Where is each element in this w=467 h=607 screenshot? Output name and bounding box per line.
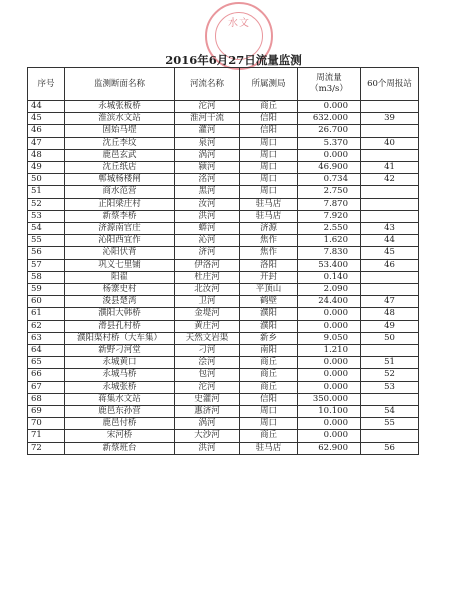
table-row	[28, 210, 419, 222]
cell-river: 蟒河	[175, 223, 240, 235]
cell-bureau: 濮阳	[240, 308, 298, 320]
table-row	[28, 149, 419, 161]
cell-river: 淮河干流	[175, 113, 240, 125]
cell-bureau: 济源	[240, 223, 298, 235]
cell-station60: 44	[361, 235, 419, 247]
cell-bureau: 商丘	[240, 430, 298, 442]
cell-station60: 47	[361, 296, 419, 308]
cell-flow: 53.400	[298, 259, 361, 271]
cell-river: 洪河	[175, 210, 240, 222]
cell-section: 商水范营	[65, 186, 175, 198]
cell-station60: 42	[361, 174, 419, 186]
cell-flow: 46.900	[298, 162, 361, 174]
cell-section: 沁阳伏背	[65, 247, 175, 259]
cell-index: 67	[28, 381, 65, 393]
table-row	[28, 442, 419, 454]
cell-index: 48	[28, 149, 65, 161]
cell-bureau: 开封	[240, 271, 298, 283]
cell-flow: 0.734	[298, 174, 361, 186]
cell-station60	[361, 393, 419, 405]
cell-section: 永城马桥	[65, 369, 175, 381]
cell-bureau: 商丘	[240, 357, 298, 369]
cell-station60: 49	[361, 320, 419, 332]
table-row	[28, 259, 419, 271]
table-row	[28, 198, 419, 210]
cell-river: 金堤河	[175, 308, 240, 320]
cell-index: 69	[28, 406, 65, 418]
cell-bureau: 周口	[240, 137, 298, 149]
cell-station60: 53	[361, 381, 419, 393]
cell-index: 49	[28, 162, 65, 174]
cell-station60	[361, 186, 419, 198]
cell-station60: 48	[361, 308, 419, 320]
table-row	[28, 345, 419, 357]
table-row	[28, 223, 419, 235]
cell-index: 53	[28, 210, 65, 222]
cell-flow: 0.140	[298, 271, 361, 283]
cell-station60: 52	[361, 369, 419, 381]
cell-section: 滑县孔村桥	[65, 320, 175, 332]
cell-bureau: 平顶山	[240, 284, 298, 296]
cell-index: 46	[28, 125, 65, 137]
cell-section: 杨寨史村	[65, 284, 175, 296]
cell-flow: 0.000	[298, 418, 361, 430]
table-row	[28, 235, 419, 247]
cell-river: 卫河	[175, 296, 240, 308]
cell-flow: 7.920	[298, 210, 361, 222]
cell-index: 64	[28, 345, 65, 357]
cell-section: 濮阳渠村桥（大车集）	[65, 332, 175, 344]
cell-section: 沈丘纸店	[65, 162, 175, 174]
cell-flow: 0.000	[298, 101, 361, 113]
cell-flow: 62.900	[298, 442, 361, 454]
cell-river: 沁河	[175, 235, 240, 247]
cell-index: 60	[28, 296, 65, 308]
table-header-row	[28, 68, 419, 101]
cell-index: 45	[28, 113, 65, 125]
cell-river: 颍河	[175, 162, 240, 174]
cell-section: 新野刁河堂	[65, 345, 175, 357]
cell-river: 沱河	[175, 101, 240, 113]
flow-monitoring-table	[27, 67, 419, 455]
cell-bureau: 南阳	[240, 345, 298, 357]
table-row	[28, 393, 419, 405]
table-body	[28, 101, 419, 455]
cell-bureau: 濮阳	[240, 320, 298, 332]
cell-river: 泉河	[175, 137, 240, 149]
cell-index: 58	[28, 271, 65, 283]
cell-station60	[361, 101, 419, 113]
table-row	[28, 186, 419, 198]
cell-index: 50	[28, 174, 65, 186]
cell-index: 57	[28, 259, 65, 271]
cell-river: 杜庄河	[175, 271, 240, 283]
cell-station60: 46	[361, 259, 419, 271]
cell-bureau: 鹤壁	[240, 296, 298, 308]
cell-index: 63	[28, 332, 65, 344]
header-bureau: 所属测局	[240, 68, 298, 101]
cell-river: 惠济河	[175, 406, 240, 418]
cell-section: 永城张板桥	[65, 101, 175, 113]
cell-station60	[361, 271, 419, 283]
cell-index: 72	[28, 442, 65, 454]
cell-bureau: 周口	[240, 186, 298, 198]
cell-bureau: 商丘	[240, 369, 298, 381]
header-river: 河流名称	[175, 68, 240, 101]
table-row	[28, 369, 419, 381]
table-row	[28, 430, 419, 442]
cell-flow: 7.870	[298, 198, 361, 210]
header-section: 监测断面名称	[65, 68, 175, 101]
header-flow-unit: （m3/s）	[310, 84, 348, 94]
cell-river: 汝河	[175, 198, 240, 210]
cell-station60	[361, 149, 419, 161]
table-row	[28, 357, 419, 369]
page-title: 2016年6月27日流量监测	[165, 53, 302, 67]
cell-section: 淮滨水文站	[65, 113, 175, 125]
cell-index: 71	[28, 430, 65, 442]
cell-section: 鹿邑付桥	[65, 418, 175, 430]
cell-bureau: 周口	[240, 418, 298, 430]
cell-section: 宋河桥	[65, 430, 175, 442]
cell-section: 固始马堽	[65, 125, 175, 137]
cell-section: 新蔡班台	[65, 442, 175, 454]
cell-station60	[361, 430, 419, 442]
table-row	[28, 406, 419, 418]
cell-bureau: 焦作	[240, 235, 298, 247]
cell-flow: 2.750	[298, 186, 361, 198]
cell-section: 巩义七里铺	[65, 259, 175, 271]
cell-bureau: 新乡	[240, 332, 298, 344]
cell-river: 包河	[175, 369, 240, 381]
header-index: 序号	[28, 68, 65, 101]
header-station60: 60个周报站	[361, 68, 419, 101]
cell-section: 鹿邑玄武	[65, 149, 175, 161]
cell-river: 天然文岩渠	[175, 332, 240, 344]
header-flow	[298, 68, 361, 101]
table-row	[28, 174, 419, 186]
cell-bureau: 驻马店	[240, 210, 298, 222]
table-row	[28, 320, 419, 332]
cell-station60: 50	[361, 332, 419, 344]
cell-index: 51	[28, 186, 65, 198]
cell-river: 涡河	[175, 418, 240, 430]
cell-station60	[361, 198, 419, 210]
cell-flow: 7.830	[298, 247, 361, 259]
cell-bureau: 周口	[240, 406, 298, 418]
table-row	[28, 271, 419, 283]
cell-bureau: 周口	[240, 174, 298, 186]
cell-section: 阳翟	[65, 271, 175, 283]
cell-section: 济源南官庄	[65, 223, 175, 235]
seal-text: 水文	[228, 18, 250, 29]
cell-section: 濮阳大韩桥	[65, 308, 175, 320]
cell-index: 68	[28, 393, 65, 405]
cell-river: 黑河	[175, 186, 240, 198]
cell-station60: 56	[361, 442, 419, 454]
cell-index: 55	[28, 235, 65, 247]
cell-bureau: 洛阳	[240, 259, 298, 271]
cell-section: 永城张桥	[65, 381, 175, 393]
cell-river: 沱河	[175, 381, 240, 393]
cell-section: 正阳梁庄村	[65, 198, 175, 210]
header-flow-label: 周流量	[316, 73, 342, 83]
cell-flow: 0.000	[298, 369, 361, 381]
cell-index: 44	[28, 101, 65, 113]
table-row	[28, 101, 419, 113]
cell-bureau: 商丘	[240, 381, 298, 393]
cell-index: 54	[28, 223, 65, 235]
cell-index: 59	[28, 284, 65, 296]
cell-station60: 51	[361, 357, 419, 369]
cell-river: 洪河	[175, 442, 240, 454]
cell-section: 沈丘李坟	[65, 137, 175, 149]
table-row	[28, 332, 419, 344]
cell-flow: 350.000	[298, 393, 361, 405]
cell-station60	[361, 125, 419, 137]
cell-bureau: 信阳	[240, 113, 298, 125]
cell-river: 黄庄河	[175, 320, 240, 332]
cell-index: 47	[28, 137, 65, 149]
cell-bureau: 周口	[240, 149, 298, 161]
cell-station60: 54	[361, 406, 419, 418]
cell-bureau: 信阳	[240, 125, 298, 137]
table-row	[28, 381, 419, 393]
cell-station60: 43	[361, 223, 419, 235]
cell-station60: 45	[361, 247, 419, 259]
table-row	[28, 162, 419, 174]
cell-flow: 2.090	[298, 284, 361, 296]
cell-section: 永城黄口	[65, 357, 175, 369]
cell-flow: 9.050	[298, 332, 361, 344]
cell-index: 65	[28, 357, 65, 369]
cell-bureau: 焦作	[240, 247, 298, 259]
cell-station60	[361, 284, 419, 296]
table-row	[28, 125, 419, 137]
cell-station60: 39	[361, 113, 419, 125]
cell-station60: 40	[361, 137, 419, 149]
cell-river: 涡河	[175, 149, 240, 161]
table-row	[28, 296, 419, 308]
cell-index: 70	[28, 418, 65, 430]
cell-river: 北汝河	[175, 284, 240, 296]
cell-section: 新蔡李桥	[65, 210, 175, 222]
cell-index: 62	[28, 320, 65, 332]
cell-section: 浚县楚湾	[65, 296, 175, 308]
cell-flow: 5.370	[298, 137, 361, 149]
cell-river: 伊洛河	[175, 259, 240, 271]
cell-flow: 0.000	[298, 430, 361, 442]
cell-flow: 0.000	[298, 320, 361, 332]
cell-section: 蒋集水文站	[65, 393, 175, 405]
cell-index: 61	[28, 308, 65, 320]
cell-station60	[361, 210, 419, 222]
cell-flow: 632.000	[298, 113, 361, 125]
table-row	[28, 137, 419, 149]
table-row	[28, 113, 419, 125]
cell-river: 浍河	[175, 357, 240, 369]
table-row	[28, 418, 419, 430]
cell-river: 洺河	[175, 174, 240, 186]
cell-flow: 0.000	[298, 149, 361, 161]
cell-station60	[361, 345, 419, 357]
cell-river: 大沙河	[175, 430, 240, 442]
cell-bureau: 驻马店	[240, 198, 298, 210]
cell-section: 郸城杨楼闸	[65, 174, 175, 186]
cell-index: 66	[28, 369, 65, 381]
cell-river: 史灌河	[175, 393, 240, 405]
cell-flow: 0.000	[298, 308, 361, 320]
cell-station60: 55	[361, 418, 419, 430]
cell-flow: 10.100	[298, 406, 361, 418]
cell-flow: 0.000	[298, 357, 361, 369]
cell-river: 刁河	[175, 345, 240, 357]
cell-station60: 41	[361, 162, 419, 174]
cell-flow: 0.000	[298, 381, 361, 393]
cell-river: 济河	[175, 247, 240, 259]
cell-flow: 1.210	[298, 345, 361, 357]
cell-index: 52	[28, 198, 65, 210]
cell-index: 56	[28, 247, 65, 259]
cell-flow: 1.620	[298, 235, 361, 247]
cell-bureau: 商丘	[240, 101, 298, 113]
table-row	[28, 284, 419, 296]
cell-bureau: 周口	[240, 162, 298, 174]
cell-flow: 2.550	[298, 223, 361, 235]
cell-section: 鹿邑东孙营	[65, 406, 175, 418]
cell-river: 灌河	[175, 125, 240, 137]
table-row	[28, 308, 419, 320]
cell-flow: 26.700	[298, 125, 361, 137]
cell-section: 沁阳西宜作	[65, 235, 175, 247]
table-row	[28, 247, 419, 259]
cell-bureau: 信阳	[240, 393, 298, 405]
cell-bureau: 驻马店	[240, 442, 298, 454]
cell-flow: 24.400	[298, 296, 361, 308]
